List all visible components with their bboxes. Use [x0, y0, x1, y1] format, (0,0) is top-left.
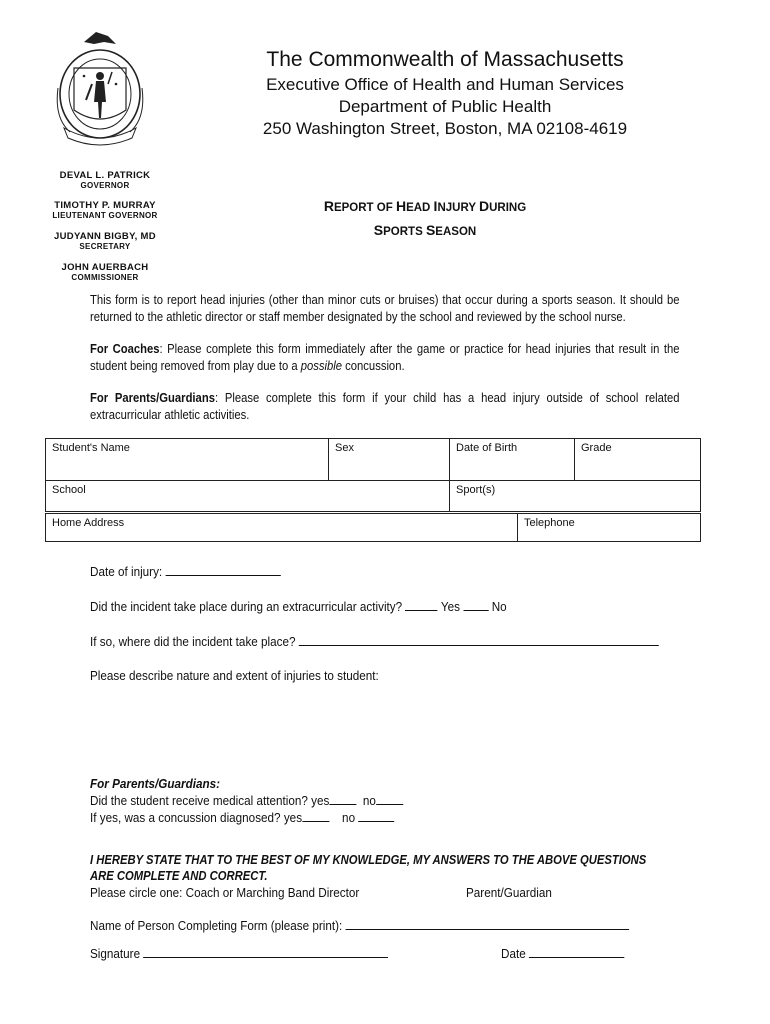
declaration-section: [90, 852, 646, 884]
form-title: REPORT OF HEAD INJURY DURING SPORTS SEASON: [323, 198, 527, 238]
medical-no-blank[interactable]: [376, 792, 403, 805]
student-name-field[interactable]: Student's Name: [46, 439, 329, 481]
extracurricular-question: Did the incident take place during an extracurricular activity? Yes No: [90, 599, 507, 614]
official-title: SECRETARY: [79, 242, 131, 251]
name-row: Name of Person Completing Form (please print):: [90, 917, 629, 933]
grade-field[interactable]: Grade: [575, 439, 701, 481]
signature-row: Signature: [90, 945, 388, 961]
parents-heading: For Parents/Guardians:: [90, 776, 221, 791]
official-title: LIEUTENANT GOVERNOR: [52, 211, 158, 220]
coaches-paragraph: For Coaches: Please complete this form immediately after the game or practice for head injuries that result in the student being removed from play due to a possible concussion.: [90, 342, 680, 373]
declaration-line-1: I HEREBY STATE THAT TO THE BEST OF MY KNOWLEDGE, MY ANSWERS TO THE ABOVE QUESTIONS: [90, 853, 647, 867]
official-name: DEVAL L. PATRICK: [59, 170, 151, 181]
declaration-line-2: ARE COMPLETE AND CORRECT.: [90, 869, 268, 883]
date-blank[interactable]: [529, 945, 624, 958]
name-blank[interactable]: [346, 917, 629, 930]
parents-paragraph: For Parents/Guardians: Please complete this form if your child has a head injury outside of school related extracurricular athletic activities.: [90, 391, 680, 422]
sports-field[interactable]: Sport(s): [450, 481, 701, 512]
address-table: [45, 513, 701, 542]
where-question: If so, where did the incident take place?: [90, 633, 659, 649]
school-field[interactable]: School: [46, 481, 450, 512]
home-address-field[interactable]: Home Address: [46, 514, 518, 542]
sex-field[interactable]: Sex: [329, 439, 450, 481]
concussion-no-blank[interactable]: [358, 809, 394, 822]
official-governor: [40, 170, 170, 190]
dob-field[interactable]: Date of Birth: [450, 439, 575, 481]
concussion-question: If yes, was a concussion diagnosed? yes no: [90, 809, 403, 826]
where-blank[interactable]: [299, 633, 659, 646]
date-of-injury-blank[interactable]: [165, 563, 280, 576]
telephone-field[interactable]: Telephone: [518, 514, 701, 542]
official-name: TIMOTHY P. MURRAY: [54, 200, 156, 211]
official-title: GOVERNOR: [80, 181, 130, 190]
option-coach[interactable]: Coach or Marching Band Director: [185, 885, 360, 900]
official-lt-governor: [40, 200, 170, 220]
signature-blank[interactable]: [143, 945, 388, 958]
department-name: Department of Public Health: [338, 97, 552, 116]
official-name: JOHN AUERBACH: [61, 262, 149, 273]
office-name: Executive Office of Health and Human Services: [266, 75, 624, 94]
date-row: Date: [501, 945, 624, 961]
parents-section: [90, 775, 403, 826]
circle-one-row: Please circle one: Coach or Marching Band Director: [90, 885, 360, 900]
official-secretary: [40, 231, 170, 251]
concussion-yes-blank[interactable]: [302, 809, 329, 822]
describe-question: Please describe nature and extent of injuries to student:: [90, 668, 379, 683]
date-of-injury-question: Date of injury:: [90, 563, 281, 579]
massachusetts-seal-logo: [50, 28, 150, 146]
agency-details: [230, 74, 660, 140]
agency-address: 250 Washington Street, Boston, MA 02108-4619: [262, 119, 628, 138]
official-name: JUDYANN BIGBY, MD: [54, 231, 156, 242]
option-parent[interactable]: Parent/Guardian: [466, 885, 552, 900]
intro-paragraph: This form is to report head injuries (other than minor cuts or bruises) that occur during a sports season. It should be returned to the athletic director or staff member designated by the school and reviewed by the school nurse.: [90, 293, 680, 324]
student-info-table: [45, 438, 701, 512]
extracurricular-no-blank[interactable]: [463, 598, 488, 611]
official-commissioner: [40, 262, 170, 282]
agency-name: The Commonwealth of Massachusetts: [266, 48, 624, 71]
official-title: COMMISSIONER: [71, 273, 139, 282]
extracurricular-yes-blank[interactable]: [405, 598, 437, 611]
medical-yes-blank[interactable]: [329, 792, 356, 805]
medical-attention-question: Did the student receive medical attention? yes no: [90, 792, 403, 809]
